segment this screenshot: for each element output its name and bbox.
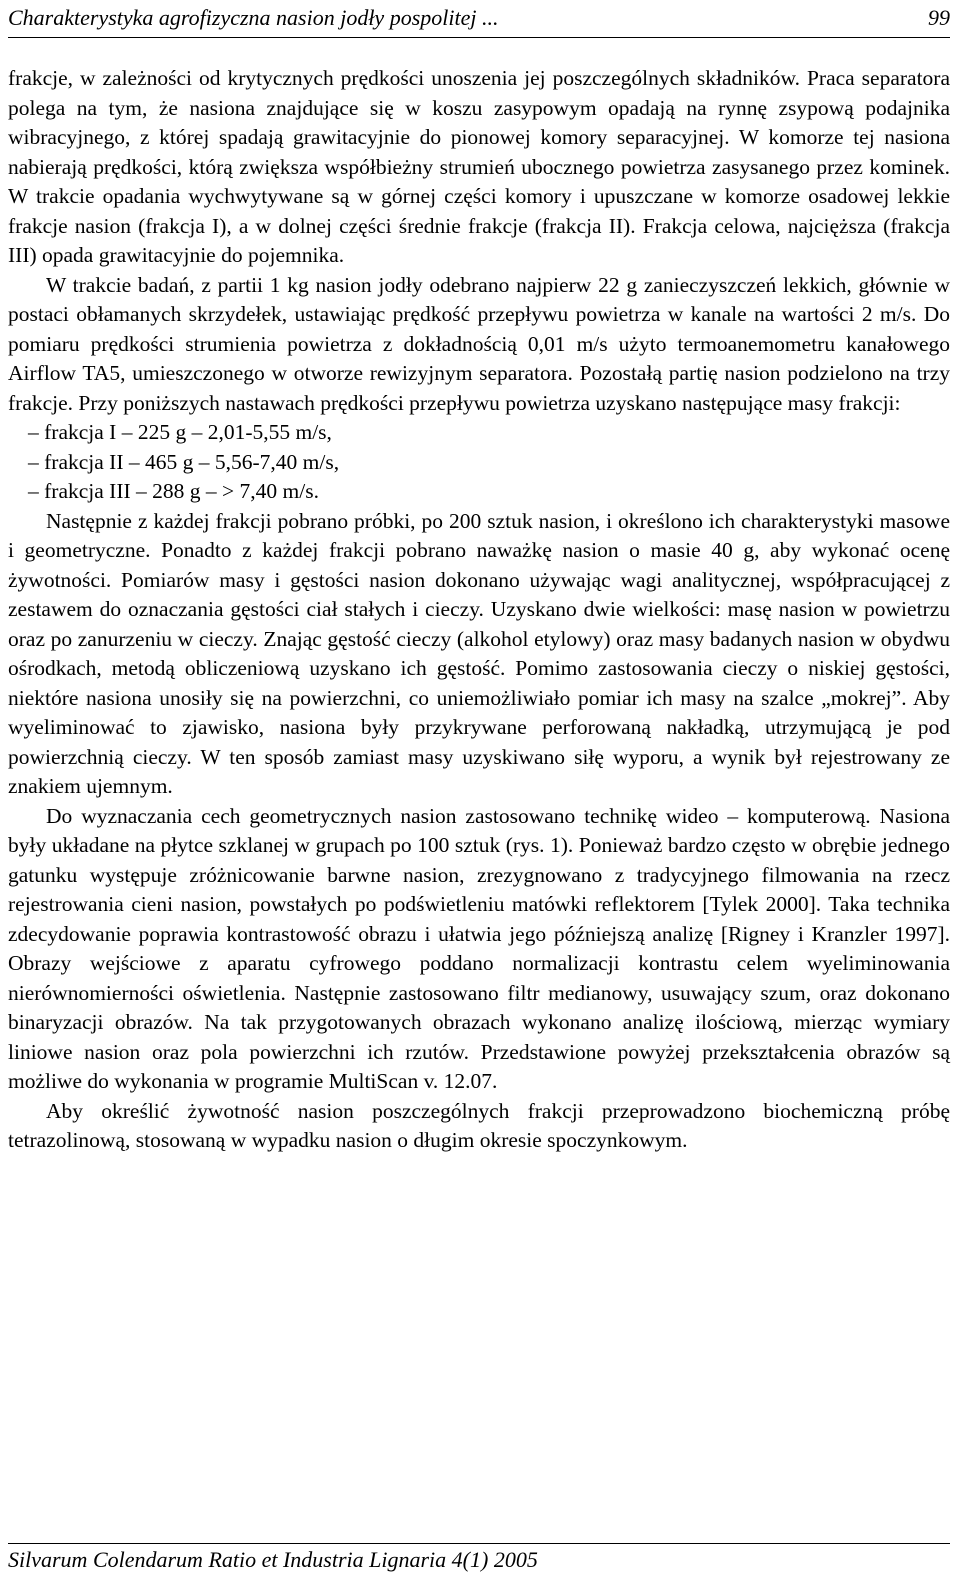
- running-header-title: Charakterystyka agrofizyczna nasion jodły pospolitej ...: [8, 5, 499, 30]
- page-number: 99: [928, 5, 950, 30]
- paragraph-separator-operation: frakcje, w zależności od krytycznych prędkości unoszenia jej poszczególnych składników. Praca separatora polega na tym, że nasiona znajdujące się w koszu zasypowym opadają na rynnę zsypową podajnika wibracyjnego, z której spadają grawitacyjnie do pionowej komory separacyjnej. W komorze tej nasiona nabierają prędkości, którą zwiększa współbieżny strumień ubocznego powietrza zasysanego przez kominek. W trakcie opadania wychwytywane są w górnej części komory i upuszczane w komorze osadowej lekkie frakcje nasion (frakcja I), a w dolnej części średnie frakcje (frakcja II). Frakcja celowa, najcięższa (frakcja III) opada grawitacyjnie do pojemnika.: [8, 66, 950, 267]
- fraction-list-item-3: – frakcja III – 288 g – > 7,40 m/s.: [28, 479, 319, 503]
- paragraph-fraction-separation: W trakcie badań, z partii 1 kg nasion jodły odebrano najpierw 22 g zanieczyszczeń lekkich, głównie w postaci obłamanych skrzydełek, ustawiając prędkość przepływu powietrza w kanale na wartości 2 m/s. Do pomiaru prędkości strumienia powietrza z dokładnością 0,01 m/s użyto termoanemometru kanałowego Airflow TA5, umieszczonego w otworze rewizyjnym separatora. Pozostałą partię nasion podzielono na trzy frakcje. Przy poniższych nastawach prędkości przepływu powietrza uzyskano następujące masy frakcji:: [8, 272, 950, 415]
- journal-footer: Silvarum Colendarum Ratio et Industria Lignaria 4(1) 2005: [8, 1547, 538, 1572]
- fraction-list-item-1: – frakcja I – 225 g – 2,01-5,55 m/s,: [28, 420, 332, 444]
- footer-divider: [8, 1543, 950, 1544]
- header-divider: [8, 37, 950, 38]
- running-header: [8, 4, 950, 32]
- body-text: [8, 64, 950, 1156]
- paragraph-viability: Aby określić żywotność nasion poszczególnych frakcji przeprowadzono biochemiczną próbę tetrazolinową, stosowaną w wypadku nasion o długim okresie spoczynkowym.: [8, 1098, 950, 1152]
- paragraph-mass-density: Następnie z każdej frakcji pobrano próbki, po 200 sztuk nasion, i określono ich charakterystyki masowe i geometryczne. Ponadto z każdej frakcji pobrano naważkę nasion o masie 40 g, aby wykonać ocenę żywotności. Pomiarów masy i gęstości nasion dokonano używając wagi analitycznej, współpracującej z zestawem do oznaczania gęstości ciał stałych i cieczy. Uzyskano dwie wielkości: masę nasion w powietrzu oraz po zanurzeniu w cieczy. Znając gęstość cieczy (alkohol etylowy) oraz masy badanych nasion w obydwu ośrodkach, metodą obliczeniową uzyskano ich gęstość. Pomimo zastosowania cieczy o niskiej gęstości, niektóre nasiona unosiły się na powierzchni, co uniemożliwiało pomiar ich masy na szalce „mokrej”. Aby wyeliminować to zjawisko, nasiona były przykrywane perforowaną nakładką, utrzymującą je pod powierzchnią cieczy. W ten sposób zamiast masy uzyskiwano siłę wyporu, a wynik był rejestrowany ze znakiem ujemnym.: [8, 508, 950, 798]
- fraction-list-item-2: – frakcja II – 465 g – 5,56-7,40 m/s,: [28, 449, 340, 474]
- paragraph-geometric-features: Do wyznaczania cech geometrycznych nasion zastosowano technikę wideo – komputerową. Nasiona były układane na płytce szklanej w grupach po 100 sztuk (rys. 1). Ponieważ bardzo często w obrębie jednego gatunku występuje zróżnicowanie barwne nasion, zrezygnowano z tradycyjnego filmowania na rzecz rejestrowania cieni nasion, powstałych po podświetleniu matówki reflektorem [Tylek 2000]. Taka technika zdecydowanie poprawia kontrastowość obrazu i ułatwia jego późniejszą analizę [Rigney i Kranzler 1997]. Obrazy wejściowe z aparatu cyfrowego poddano normalizacji kontrastu celem wyeliminowania nierównomierności oświetlenia. Następnie zastosowano filtr medianowy, usuwający szum, oraz dokonano binaryzacji obrazów. Na tak przygotowanych obrazach wykonano analizę ilościową, mierząc wymiary liniowe nasion oraz pola powierzchni ich rzutów. Przedstawione powyżej przekształcenia obrazów są możliwe do wykonania w programie MultiScan v. 12.07.: [8, 803, 950, 1093]
- fraction-list: [8, 418, 950, 507]
